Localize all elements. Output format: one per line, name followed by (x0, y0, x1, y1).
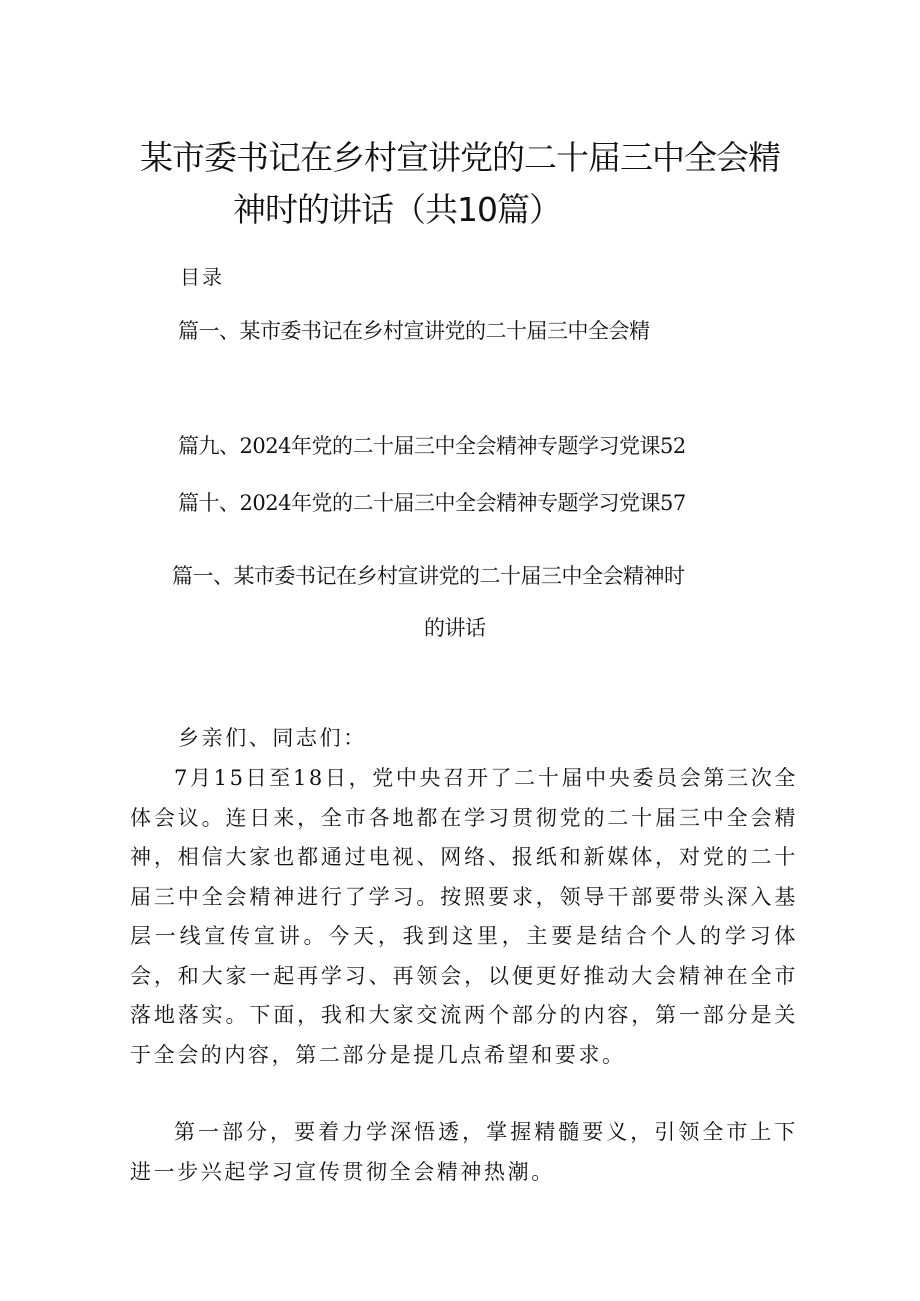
toc-item-year: 2024 (239, 491, 291, 515)
toc-item-10[interactable] (178, 488, 686, 518)
toc-item-prefix: 篇十、 (178, 491, 240, 515)
document-title-line-2: 神时的讲话（共10篇） (233, 190, 561, 229)
document-title-line-1: 某市委书记在乡村宣讲党的二十届三中全会精 (140, 138, 780, 177)
toc-item-9[interactable] (178, 431, 686, 461)
toc-item-text: 某市委书记在乡村宣讲党的二十届三中全会精 (239, 319, 650, 343)
toc-heading: 目录 (180, 265, 224, 289)
toc-item-year: 2024 (239, 434, 291, 458)
toc-item-prefix: 篇九、 (178, 434, 240, 458)
section-title (0, 560, 920, 644)
toc-item-text: 年党的二十届三中全会精神专题学习党课 (290, 491, 660, 515)
section-title-line-2: 的讲话 (424, 616, 486, 640)
greeting: 乡亲们、同志们： (178, 726, 367, 750)
toc-item-page: 52 (659, 434, 686, 458)
toc-item-page: 57 (659, 491, 686, 515)
body-paragraph-2: 第一部分，要着力学深悟透，掌握精髓要义，引领全市上下进一步兴起学习宣传贯彻全会精神热潮。 (130, 1120, 798, 1184)
section-title-line-1: 篇一、某市委书记在乡村宣讲党的二十届三中全会精神时 (172, 564, 685, 588)
toc-item-prefix: 篇一、 (178, 319, 240, 343)
toc-item-1[interactable] (178, 316, 650, 346)
document-title (0, 132, 920, 236)
body-paragraph-1: 7月15日至18日，党中央召开了二十届中央委员会第三次全体会议。连日来，全市各地都在学习贯彻党的二十届三中全会精神，相信大家也都通过电视、网络、报纸和新媒体，对党的二十届三中全会精神进行了学习。按照要求，领导干部要带头深入基层一线宣传宣讲。今天，我到这里，主要是结合个人的学习体会，和大家一起再学习、再领会，以便更好推动大会精神在全市落地落实。下面，我和大家交流两个部分的内容，第一部分是关于全会的内容，第二部分是提几点希望和要求。 (130, 766, 798, 1067)
toc-item-text: 年党的二十届三中全会精神专题学习党课 (290, 434, 660, 458)
